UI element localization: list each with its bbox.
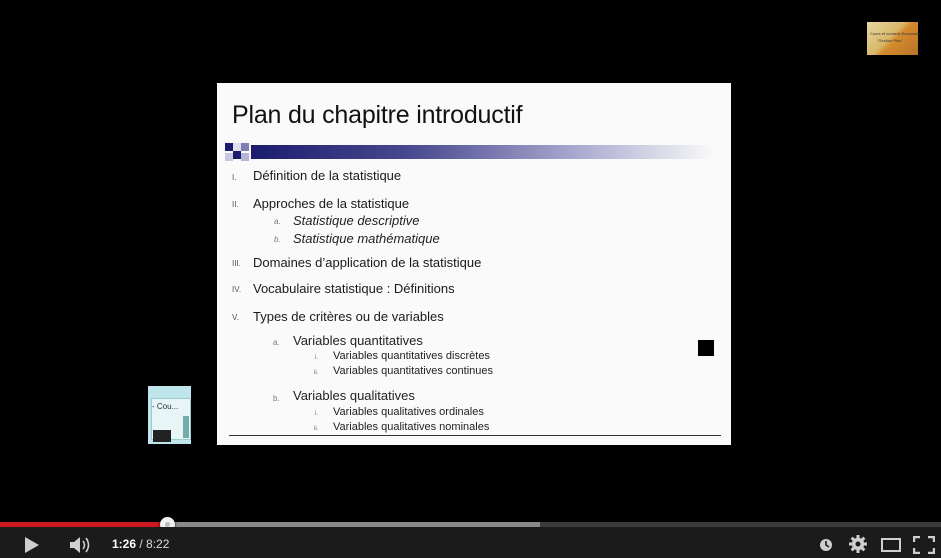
outline-subsubitem: Variables quantitatives discrètes bbox=[333, 350, 490, 362]
outline-item: Types de critères ou de variables bbox=[253, 309, 444, 324]
outline-subsubnumber: i. bbox=[315, 355, 318, 361]
watch-later-icon[interactable] bbox=[819, 538, 833, 552]
fullscreen-icon[interactable] bbox=[913, 536, 935, 554]
outline-item: Approches de la statistique bbox=[253, 196, 410, 211]
outline-subnumber: b. bbox=[274, 235, 281, 244]
outline-subnumber: a. bbox=[273, 338, 280, 347]
logo-line-2: "Gestion Plus" bbox=[877, 38, 903, 43]
outline-subitem: Variables quantitatives bbox=[293, 333, 423, 348]
outline-subsubnumber: ii. bbox=[314, 426, 319, 432]
title-decoration-bar bbox=[225, 143, 715, 161]
outline-item: Vocabulaire statistique : Définitions bbox=[253, 281, 455, 296]
thumbnail-label: - Cou... bbox=[152, 402, 179, 411]
time-separator: / bbox=[136, 537, 147, 551]
outline-number: III. bbox=[232, 259, 241, 268]
screen-thumbnail bbox=[148, 386, 191, 444]
slide-bottom-rule bbox=[229, 435, 721, 436]
current-time: 1:26 bbox=[112, 537, 137, 551]
outline-item: Domaines d’application de la statistique bbox=[253, 255, 482, 270]
outline-subsubitem: Variables qualitatives nominales bbox=[333, 421, 490, 433]
outline-subsubnumber: i. bbox=[315, 411, 318, 417]
outline-number: II. bbox=[232, 200, 239, 209]
outline-subitem: Statistique descriptive bbox=[293, 213, 420, 228]
outline-subnumber: a. bbox=[274, 217, 281, 226]
slide-title: Plan du chapitre introductif bbox=[232, 101, 523, 129]
outline-subsubitem: Variables quantitatives continues bbox=[333, 365, 494, 377]
slide bbox=[217, 83, 731, 445]
settings-icon[interactable] bbox=[849, 535, 867, 553]
outline-subnumber: b. bbox=[273, 394, 280, 403]
logo-line-1: Cours et conseils Economie bbox=[870, 31, 920, 36]
theater-mode-icon[interactable] bbox=[881, 538, 901, 552]
outline-subsubitem: Variables qualitatives ordinales bbox=[333, 406, 484, 418]
outline-number: V. bbox=[232, 313, 239, 322]
outline-number: I. bbox=[232, 173, 237, 182]
volume-icon[interactable] bbox=[69, 537, 93, 553]
channel-logo[interactable] bbox=[867, 22, 918, 55]
outline-number: IV. bbox=[232, 285, 242, 294]
play-icon[interactable] bbox=[24, 537, 40, 553]
duration: 8:22 bbox=[146, 537, 170, 551]
black-square-marker bbox=[698, 340, 714, 356]
outline-subsubnumber: ii. bbox=[314, 370, 319, 376]
time-display bbox=[112, 537, 169, 551]
outline-subitem: Variables qualitatives bbox=[293, 388, 415, 403]
outline-subitem: Statistique mathématique bbox=[293, 231, 440, 246]
outline-item: Définition de la statistique bbox=[253, 168, 402, 183]
